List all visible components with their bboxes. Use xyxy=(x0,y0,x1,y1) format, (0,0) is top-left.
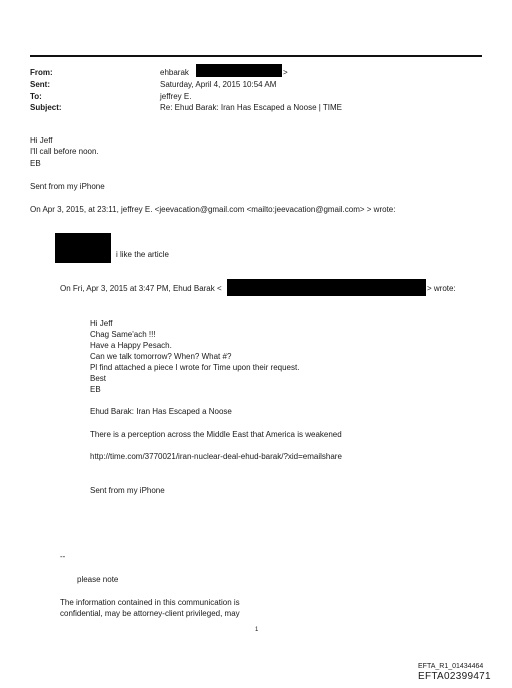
from-label: From: xyxy=(30,68,53,77)
subject-label: Subject: xyxy=(30,103,62,112)
header-rule xyxy=(30,55,482,57)
reply-signature: Sent from my iPhone xyxy=(30,182,105,191)
article-url[interactable]: http://time.com/3770021/iran-nuclear-deal-ehud-barak/?xid=emailshare xyxy=(90,452,342,461)
signature-dashes: -- xyxy=(60,552,66,561)
barak-line: Can we talk tomorrow? When? What #? xyxy=(90,352,232,361)
redaction-barak-email xyxy=(227,279,426,296)
reply-line: Hi Jeff xyxy=(30,136,53,145)
bates-number-2: EFTA02399471 xyxy=(418,671,491,682)
barak-line: Have a Happy Pesach. xyxy=(90,341,172,350)
quote-header-barak: On Fri, Apr 3, 2015 at 3:47 PM, Ehud Barak < xyxy=(60,284,222,293)
disclaimer-line: The information contained in this communication is xyxy=(60,598,240,607)
barak-signature: Sent from my iPhone xyxy=(90,486,165,495)
article-lead: There is a perception across the Middle East that America is weakened xyxy=(90,430,342,439)
barak-line: Chag Same'ach !!! xyxy=(90,330,156,339)
from-value: ehbarak xyxy=(160,68,189,77)
sent-label: Sent: xyxy=(30,80,50,89)
barak-line: Best xyxy=(90,374,107,383)
article-title: Ehud Barak: Iran Has Escaped a Noose xyxy=(90,407,232,416)
barak-line: Hi Jeff xyxy=(90,319,113,328)
quote-header-jeffrey: On Apr 3, 2015, at 23:11, jeffrey E. <jeevacation@gmail.com <mailto:jeevacation@gmail.com> > wrote: xyxy=(30,205,396,214)
reply-line: I'll call before noon. xyxy=(30,147,99,156)
page-number: 1 xyxy=(255,627,259,633)
sent-value: Saturday, April 4, 2015 10:54 AM xyxy=(160,80,277,89)
barak-line: Pl find attached a piece I wrote for Time upon their request. xyxy=(90,363,300,372)
disclaimer-line: confidential, may be attorney-client privileged, may xyxy=(60,609,240,618)
please-note: please note xyxy=(77,575,119,584)
from-suffix: > xyxy=(283,68,288,77)
quote-header-suffix: > wrote: xyxy=(427,284,456,293)
redaction-from-email xyxy=(196,64,282,77)
jeffrey-message: i like the article xyxy=(116,250,169,259)
redaction-block xyxy=(55,233,111,263)
reply-line: EB xyxy=(30,159,41,168)
to-label: To: xyxy=(30,92,42,101)
to-value: jeffrey E. xyxy=(160,92,192,101)
barak-line: EB xyxy=(90,385,101,394)
subject-value: Re: Ehud Barak: Iran Has Escaped a Noose | TIME xyxy=(160,103,343,112)
bates-number-1: EFTA_R1_01434464 xyxy=(418,663,484,670)
